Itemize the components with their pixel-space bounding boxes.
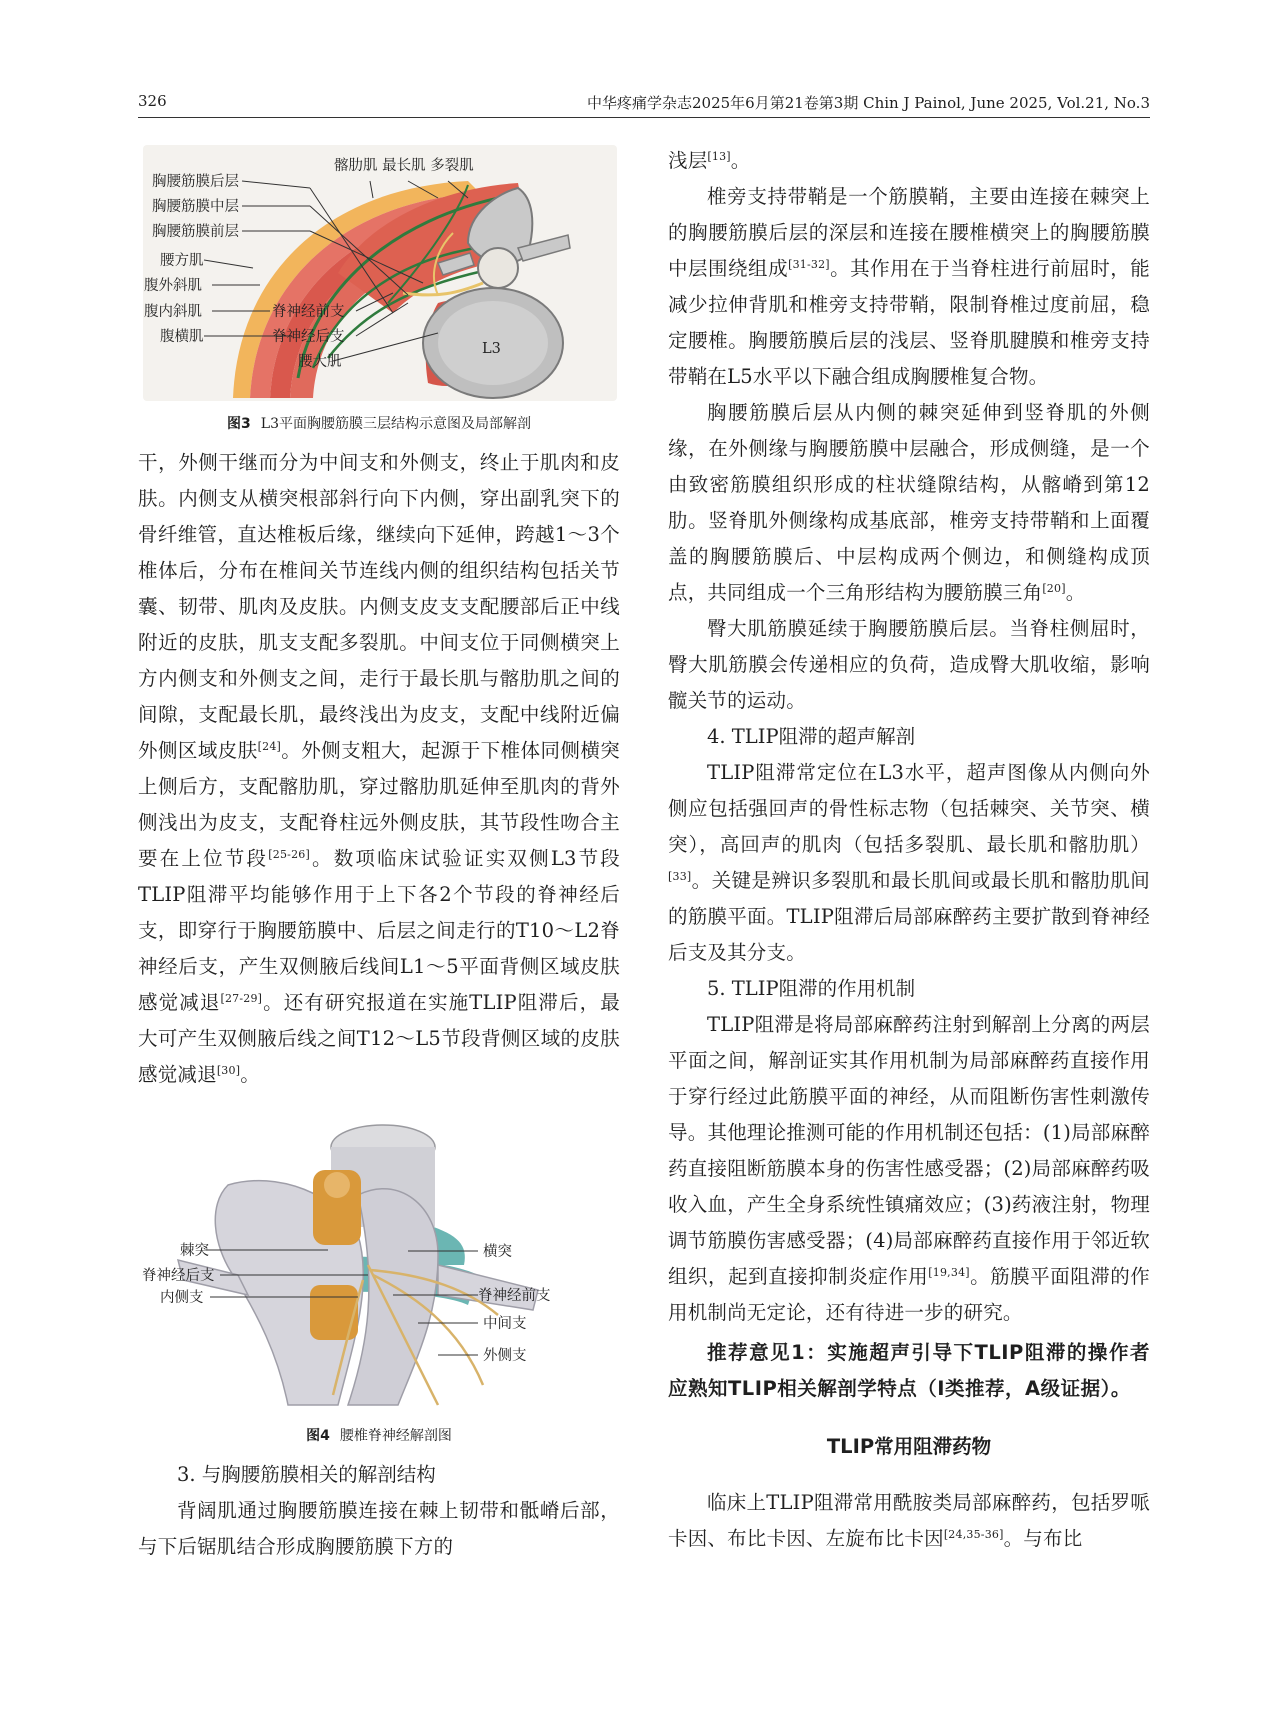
- fig4-label-lateral-branch: 外侧支: [483, 1348, 527, 1364]
- figure-4-caption-label: 图4: [306, 1428, 330, 1444]
- right-paragraph-3: 臀大肌筋膜延续于胸腰筋膜后层。当脊柱侧屈时，臀大肌筋膜会传递相应的负荷，造成臀大肌收缩，影响髋关节的运动。: [668, 617, 1150, 712]
- figure-4: [138, 1115, 620, 1447]
- fig4-label-posterior-ramus: 脊神经后支: [142, 1268, 215, 1284]
- fig3-label-external-oblique: 腹外斜肌: [144, 278, 202, 294]
- fig3-label-anterior-ramus: 脊神经前支: [272, 304, 345, 320]
- figure-3-illustration: [138, 143, 620, 403]
- left-paragraph-2: 背阔肌通过胸腰筋膜连接在棘上韧带和骶嵴后部，与下后锯肌结合形成胸腰筋膜下方的: [138, 1499, 620, 1558]
- right-paragraph-2: 胸腰筋膜后层从内侧的棘突延伸到竖脊肌的外侧缘，在外侧缘与胸腰筋膜中层融合，形成侧缝，是一个由致密筋膜组织形成的柱状缝隙结构，从髂嵴到第12肋。竖脊肌外侧缘构成基底部，椎旁支持带鞘和上面覆盖的胸腰筋膜后、中层构成两个侧边，和侧缝构成顶点，共同组成一个三角形结构为腰筋膜三角[20]。: [668, 401, 1150, 604]
- right-paragraph-6: 临床上TLIP阻滞常用酰胺类局部麻醉药，包括罗哌卡因、布比卡因、左旋布比卡因[24,35-36]。与布比: [668, 1491, 1150, 1550]
- figure-3-caption-label: 图3: [227, 416, 251, 432]
- right-paragraph-4: TLIP阻滞常定位在L3水平，超声图像从内侧向外侧应包括强回声的骨性标志物（包括棘突、关节突、横突），高回声的肌肉（包括多裂肌、最长肌和髂肋肌）[33]。关键是辨识多裂肌和最长肌间或最长肌和髂肋肌间的筋膜平面。TLIP阻滞后局部麻醉药主要扩散到脊神经后支及其分支。: [668, 761, 1150, 964]
- header-rule: [138, 117, 1150, 118]
- recommendation-1: 推荐意见1：实施超声引导下TLIP阻滞的操作者应熟知TLIP相关解剖学特点（Ⅰ类推荐，A级证据）。: [668, 1341, 1150, 1400]
- fig3-label-anterior-layer: 胸腰筋膜前层: [152, 224, 239, 240]
- left-paragraph-1: 干，外侧干继而分为中间支和外侧支，终止于肌肉和皮肤。内侧支从横突根部斜行向下内侧，穿出副乳突下的骨纤维管，直达椎板后缘，继续向下延伸，跨越1～3个椎体后，分布在椎间关节连线内侧的组织结构包括关节囊、韧带、肌肉及皮肤。内侧支皮支支配腰部后正中线附近的皮肤，肌支支配多裂肌。中间支位于同侧横突上方内侧支和外侧支之间，走行于最长肌与髂肋肌之间的间隙，支配最长肌，最终浅出为皮支，支配中线附近偏外侧区域皮肤[24]。外侧支粗大，起源于下椎体同侧横突上侧后方，支配髂肋肌，穿过髂肋肌延伸至肌肉的背外侧浅出为皮支，支配脊柱远外侧皮肤，其节段性吻合主要在上位节段[25-26]。数项临床试验证实双侧L3节段TLIP阻滞平均能够作用于上下各2个节段的脊神经后支，即穿行于胸腰筋膜中、后层之间走行的T10～L2脊神经后支，产生双侧腋后线间L1～5平面背侧区域皮肤感觉减退[27-29]。还有研究报道在实施TLIP阻滞后，最大可产生双侧腋后线之间T12～L5节段背侧区域的皮肤感觉减退[30]。: [138, 451, 621, 1086]
- section-3-heading: 3. 与胸腰筋膜相关的解剖结构: [177, 1463, 436, 1486]
- right-column: [668, 143, 1150, 1557]
- figure-3-caption: [138, 413, 620, 435]
- page-number: 326: [138, 92, 167, 110]
- fig3-label-top: 髂肋肌 最长肌 多裂肌: [334, 158, 474, 174]
- fig4-label-medial-branch: 内侧支: [160, 1290, 204, 1306]
- figure-4-caption: [138, 1425, 620, 1447]
- fig3-label-quadratus: 腰方肌: [160, 253, 204, 269]
- journal-info: 中华疼痛学杂志2025年6月第21卷第3期 Chin J Painol, June 2025, Vol.21, No.3: [586, 94, 1150, 112]
- fig3-label-internal-oblique: 腹内斜肌: [144, 304, 202, 320]
- fig4-label-intermediate-branch: 中间支: [483, 1316, 527, 1332]
- figure-3: [138, 143, 620, 435]
- section-title-drugs: TLIP常用阻滞药物: [826, 1435, 992, 1458]
- right-paragraph-5: TLIP阻滞是将局部麻醉药注射到解剖上分离的两层平面之间，解剖证实其作用机制为局部麻醉药直接作用于穿行经过此筋膜平面的神经，从而阻断伤害性刺激传导。其他理论推测可能的作用机制还包括：(1)局部麻醉药直接阻断筋膜本身的伤害性感受器；(2)局部麻醉药吸收入血，产生全身系统性镇痛效应；(3)药液注射，物理调节筋膜伤害感受器；(4)局部麻醉药直接作用于邻近软组织，起到直接抑制炎症作用[19,34]。筋膜平面阻滞的作用机制尚无定论，还有待进一步的研究。: [668, 1013, 1150, 1324]
- section-5-heading: 5. TLIP阻滞的作用机制: [707, 977, 916, 1000]
- fig3-label-posterior-ramus: 脊神经后支: [272, 329, 345, 345]
- figure-4-caption-text: 腰椎脊神经解剖图: [339, 1428, 452, 1444]
- section-4-heading: 4. TLIP阻滞的超声解剖: [707, 725, 916, 748]
- figure-4-illustration: [138, 1115, 620, 1415]
- fig4-label-anterior-ramus: 脊神经前支: [478, 1288, 551, 1304]
- running-header: [138, 92, 1150, 116]
- figure-3-caption-text: L3平面胸腰筋膜三层结构示意图及局部解剖: [260, 416, 531, 432]
- fig4-label-spinous: 棘突: [180, 1243, 209, 1259]
- fig3-label-vertebra: L3: [482, 341, 501, 357]
- fig3-label-transversus: 腹横肌: [160, 329, 204, 345]
- fig3-label-psoas: 腰大肌: [298, 354, 342, 370]
- fig3-label-posterior-layer: 胸腰筋膜后层: [152, 174, 239, 190]
- left-column: [138, 143, 620, 1565]
- fig3-label-middle-layer: 胸腰筋膜中层: [152, 199, 239, 215]
- fig4-label-transverse: 横突: [483, 1244, 512, 1260]
- right-paragraph-1: 椎旁支持带鞘是一个筋膜鞘，主要由连接在棘突上的胸腰筋膜后层的深层和连接在腰椎横突上的胸腰筋膜中层围绕组成[31-32]。其作用在于当脊柱进行前屈时，能减少拉伸背肌和椎旁支持带鞘，限制脊椎过度前屈，稳定腰椎。胸腰筋膜后层的浅层、竖脊肌腱膜和椎旁支持带鞘在L5水平以下融合组成胸腰椎复合物。: [668, 185, 1151, 388]
- right-paragraph-0: 浅层[13]。: [668, 149, 751, 172]
